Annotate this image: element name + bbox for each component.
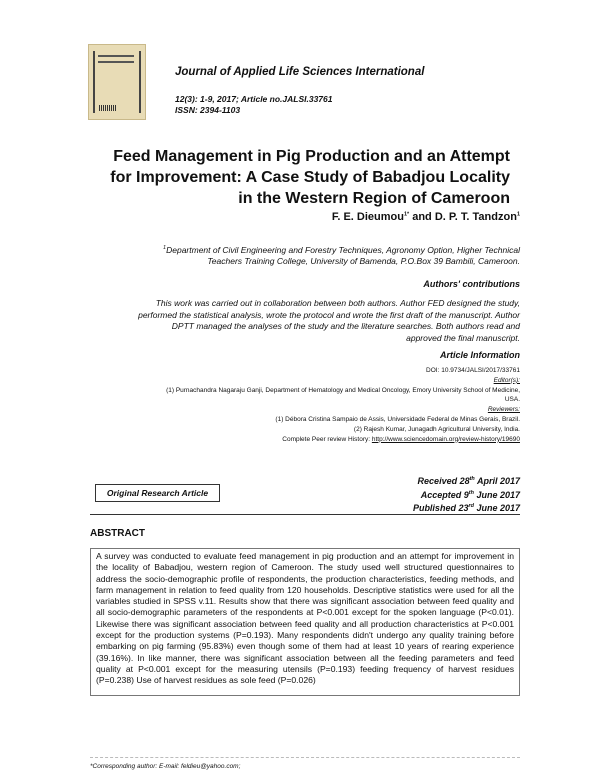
contrib-line: This work was carried out in collaboration between both authors. Author FED designed the study, xyxy=(155,298,520,308)
review-history-link[interactable]: http://www.sciencedomain.org/review-history/19690 xyxy=(371,435,520,443)
reviewer: (2) Rajesh Kumar, Junagadh Agricultural University, India. xyxy=(353,425,520,433)
contrib-line: approved the final manuscript. xyxy=(406,332,520,343)
paper-title xyxy=(90,146,520,209)
title-line: for Improvement: A Case Study of Babadjou Locality xyxy=(110,169,510,186)
divider xyxy=(90,514,520,515)
citation: 12(3): 1-9, 2017; Article no.JALSI.33761 xyxy=(175,94,333,104)
footnote-divider xyxy=(90,757,520,758)
article-type-badge: Original Research Article xyxy=(95,484,220,502)
abstract-text: A survey was conducted to evaluate feed management in pig production and an attempt for improvement in the locality of Babadjou, western region of Cameroon. The study used well structured questionnaires to address the socio-demographic profile of respondents, the production characteristics, feeding methods, and farm management in relation to feed quality from 120 households. Descriptive statistics were used for all the variables studied in SPSS v.11. Results show that there was significant association between feed quality and all socio-demographic parameters of the respondents at P<0.001 except for the spoken language (P<0.01). Likewise there was significant association between feed quality and all production characteristics at P<0.001 except for the production systems (P=0.193). Many respondents didn't undergo any quality training before embarking on pig farming (95.83%) even though some of them had at least 10 years of rearing experience (39.16%). In like manner, there was significant association between all the feeding parameters and feed quality at P<0.001 except for the measuring utensils (P=0.193) feeding frequency of harvest residues (P=0.238) Use of harvest residues as sole feed (P=0.026) xyxy=(90,548,520,696)
title-line: in the Western Region of Cameroon xyxy=(238,190,510,207)
footnote: *Corresponding author: E-mail: feldieu@yahoo.com; xyxy=(90,763,241,770)
author-sup: 1 xyxy=(516,211,520,218)
abstract-heading: ABSTRACT xyxy=(90,528,145,539)
aff-line: Teachers Training College, University of Bamenda, P.O.Box 39 Bambili, Cameroon. xyxy=(207,255,520,266)
contributions-heading: Authors' contributions xyxy=(423,279,520,289)
and: and xyxy=(409,211,435,223)
reviewer: (1) Débora Cristina Sampaio de Assis, Universidade Federal de Minas Gerais, Brazil. xyxy=(275,415,520,423)
issn: ISSN: 2394-1103 xyxy=(175,105,241,115)
editors-label: Editor(s): xyxy=(493,376,520,384)
article-info xyxy=(90,366,520,444)
reviewers-label: Reviewers: xyxy=(487,406,520,414)
history-label: Complete Peer review History: xyxy=(282,435,372,443)
contrib-line: DPTT managed the analyses of the study and the literature searches. Both authors read and xyxy=(171,321,520,331)
editor: (1) Purnachandra Nagaraju Ganji, Department of Hematology and Medical Oncology, Emory University School of Medicine, xyxy=(166,386,520,394)
author-sup: 1* xyxy=(403,211,410,218)
aff-sup: 1 xyxy=(163,245,167,251)
dates xyxy=(413,474,520,515)
received-date: Received 28th April 2017 xyxy=(417,476,520,486)
editor-country: USA. xyxy=(504,396,520,404)
journal-cover-image xyxy=(88,44,146,120)
contributions-text xyxy=(90,298,520,344)
journal-meta xyxy=(175,94,332,116)
published-date: Published 23rd June 2017 xyxy=(412,503,520,513)
author: D. P. T. Tandzon xyxy=(434,211,517,223)
affiliation xyxy=(90,243,520,267)
contrib-line: performed the statistical analysis, wrote the protocol and wrote the first draft of the manuscript. Author xyxy=(138,309,520,320)
accepted-date: Accepted 9th June 2017 xyxy=(420,489,520,500)
doi: DOI: 10.9734/JALSI/2017/33761 xyxy=(426,367,520,374)
article-info-heading: Article Information xyxy=(439,350,520,360)
aff-line: Department of Civil Engineering and Forestry Techniques, Agronomy Option, Higher Technical xyxy=(166,244,520,255)
author: F. E. Dieumou xyxy=(331,211,404,223)
title-line: Feed Management in Pig Production and an Attempt xyxy=(113,148,510,165)
journal-name: Journal of Applied Life Sciences International xyxy=(175,66,425,78)
authors xyxy=(332,211,520,223)
